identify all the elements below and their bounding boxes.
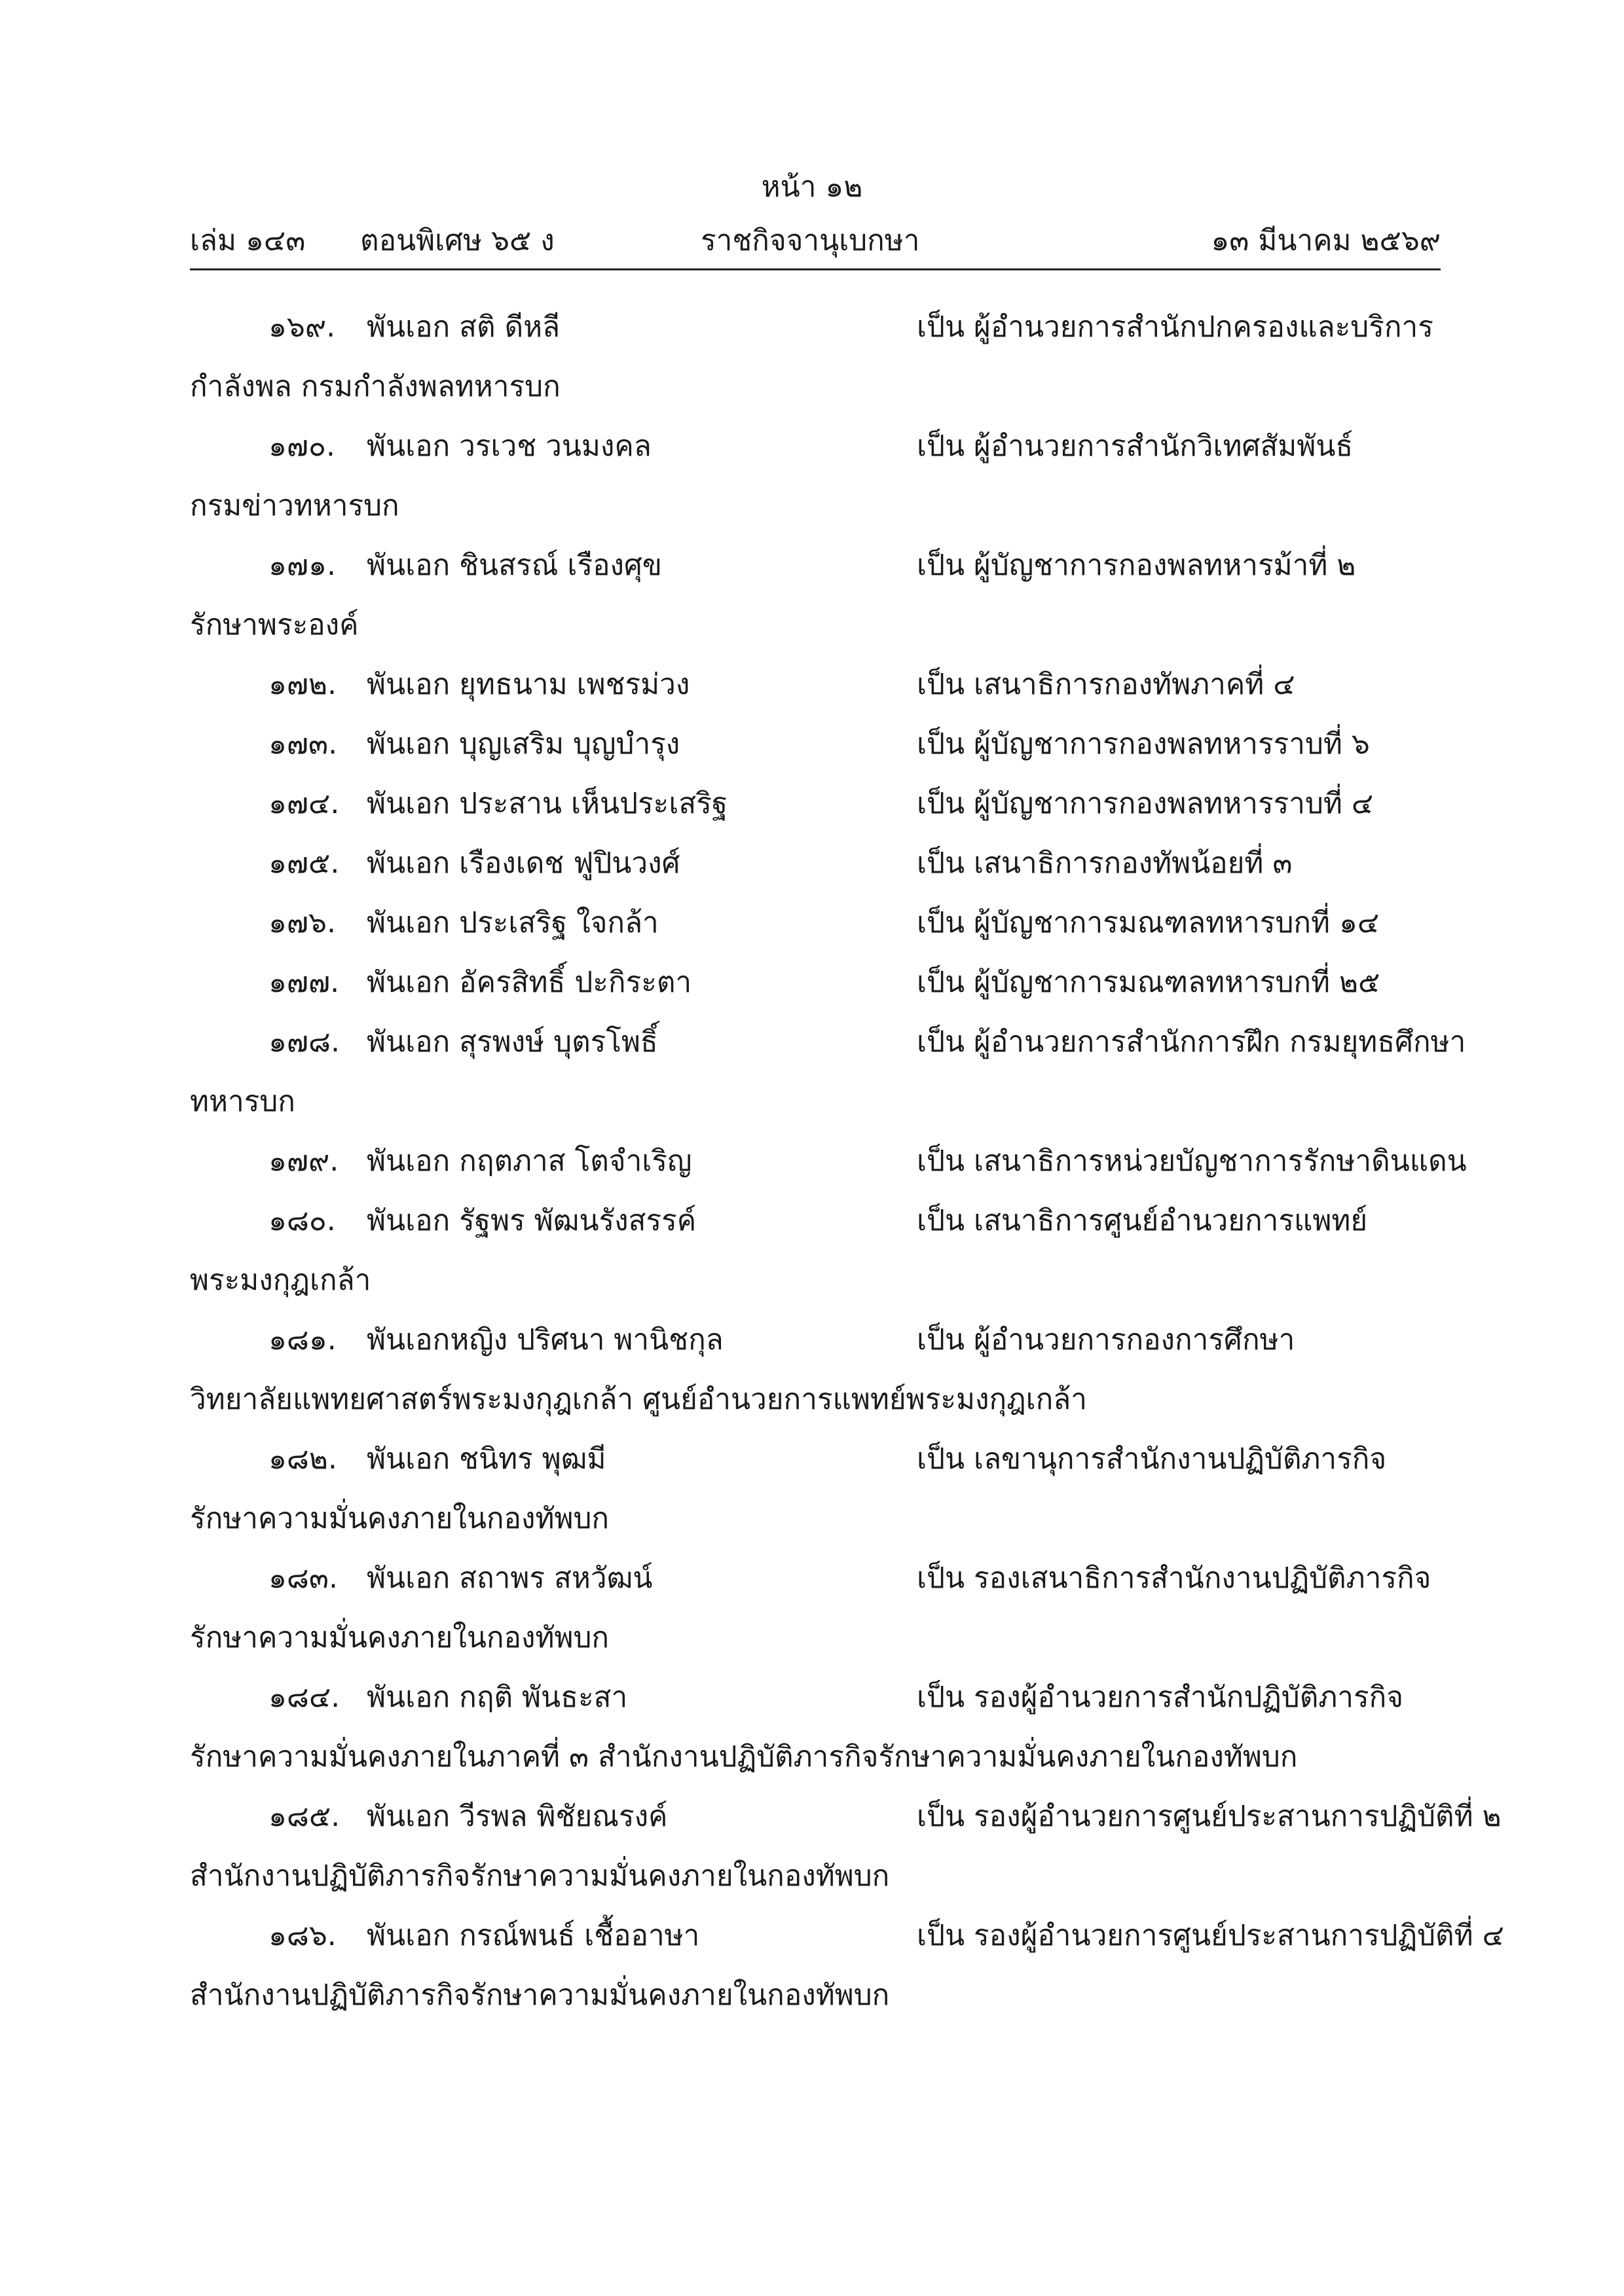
entry-number: ๑๗๕.	[268, 847, 340, 880]
entry-position: เป็น ผู้อำนวยการสำนักการฝึก กรมยุทธศึกษา	[917, 1025, 1466, 1059]
entry-continuation: สำนักงานปฏิบัติภารกิจรักษาความมั่นคงภายในกองทัพบก	[190, 1978, 890, 2012]
entry-number: ๑๗๖.	[268, 906, 336, 939]
header-issue: ตอนพิเศษ ๖๕ ง	[360, 224, 555, 257]
entry-name: พันเอก บุญเสริม บุญบำรุง	[367, 727, 680, 761]
entry-continuation: สำนักงานปฏิบัติภารกิจรักษาความมั่นคงภายในกองทัพบก	[190, 1859, 890, 1893]
header-date: ๑๓ มีนาคม ๒๕๖๙	[1211, 224, 1441, 257]
entry-number: ๑๘๒.	[268, 1442, 337, 1476]
entry-number: ๑๗๒.	[268, 668, 337, 701]
entry-position: เป็น ผู้อำนวยการสำนักปกครองและบริการ	[917, 310, 1433, 344]
entry-name: พันเอก เรืองเดช ฟูปินวงศ์	[367, 847, 680, 880]
entry-position: เป็น เลขานุการสำนักงานปฏิบัติภารกิจ	[917, 1442, 1387, 1476]
entry-number: ๑๗๘.	[268, 1025, 340, 1059]
entry-number: ๑๘๕.	[268, 1800, 341, 1833]
header-rule	[190, 268, 1441, 270]
entry-name: พันเอก วีรพล พิชัยณรงค์	[367, 1800, 668, 1833]
entry-position: เป็น ผู้อำนวยการกองการศึกษา	[917, 1323, 1295, 1357]
entry-continuation: รักษาพระองค์	[190, 608, 359, 642]
entry-continuation: วิทยาลัยแพทยศาสตร์พระมงกุฎเกล้า ศูนย์อำนวยการแพทย์พระมงกุฎเกล้า	[190, 1383, 1087, 1416]
entry-continuation: รักษาความมั่นคงภายในกองทัพบก	[190, 1621, 610, 1654]
entry-name: พันเอก ยุทธนาม เพชรม่วง	[367, 668, 690, 701]
entry-position: เป็น ผู้บัญชาการมณฑลทหารบกที่ ๒๕	[917, 966, 1380, 999]
entry-position: เป็น เสนาธิการศูนย์อำนวยการแพทย์	[917, 1204, 1368, 1237]
entry-continuation: พระมงกุฎเกล้า	[190, 1264, 371, 1297]
entry-number: ๑๗๙.	[268, 1144, 339, 1178]
entry-name: พันเอก ประสาน เห็นประเสริฐ	[367, 787, 728, 820]
entry-name: พันเอก สติ ดีหลี	[367, 310, 561, 344]
entry-name: พันเอกหญิง ปริศนา พานิชกุล	[367, 1323, 724, 1357]
entry-position: เป็น รองผู้อำนวยการศูนย์ประสานการปฏิบัติที่ ๔	[917, 1919, 1504, 1952]
entry-position: เป็น รองผู้อำนวยการสำนักปฏิบัติภารกิจ	[917, 1681, 1404, 1714]
entry-continuation: กรมข่าวทหารบก	[190, 489, 399, 522]
entry-number: ๑๗๔.	[268, 787, 340, 820]
entry-position: เป็น ผู้อำนวยการสำนักวิเทศสัมพันธ์	[917, 429, 1354, 463]
header-volume: เล่ม ๑๔๓	[190, 224, 306, 257]
entry-number: ๑๘๖.	[268, 1919, 337, 1952]
entry-name: พันเอก รัฐพร พัฒนรังสรรค์	[367, 1204, 697, 1237]
entry-name: พันเอก ชินสรณ์ เรืองศุข	[367, 549, 662, 582]
entry-number: ๑๘๓.	[268, 1561, 338, 1595]
entry-position: เป็น ผู้บัญชาการกองพลทหารม้าที่ ๒	[917, 549, 1356, 582]
entry-position: เป็น เสนาธิการกองทัพภาคที่ ๔	[917, 668, 1295, 701]
entry-number: ๑๘๑.	[268, 1323, 337, 1357]
entry-name: พันเอก อัครสิทธิ์ ปะกิระตา	[367, 966, 692, 999]
entry-name: พันเอก วรเวช วนมงคล	[367, 429, 652, 463]
entry-position: เป็น ผู้บัญชาการมณฑลทหารบกที่ ๑๔	[917, 906, 1380, 939]
entry-position: เป็น รองผู้อำนวยการศูนย์ประสานการปฏิบัติที่ ๒	[917, 1800, 1502, 1833]
entry-position: เป็น ผู้บัญชาการกองพลทหารราบที่ ๖	[917, 727, 1370, 761]
entry-name: พันเอก กรณ์พนธ์ เชื้ออาษา	[367, 1919, 700, 1952]
entry-number: ๑๘๐.	[268, 1204, 336, 1237]
entry-continuation: รักษาความมั่นคงภายในกองทัพบก	[190, 1502, 610, 1535]
entry-number: ๑๘๔.	[268, 1681, 341, 1714]
entry-name: พันเอก สถาพร สหวัฒน์	[367, 1561, 653, 1595]
page-number: หน้า ๑๒	[761, 170, 863, 204]
entry-continuation: รักษาความมั่นคงภายในภาคที่ ๓ สำนักงานปฏิบัติภารกิจรักษาความมั่นคงภายในกองทัพบก	[190, 1740, 1298, 1774]
entry-number: ๑๗๗.	[268, 966, 340, 999]
entry-name: พันเอก กฤตภาส โตจำเริญ	[367, 1144, 692, 1178]
entry-continuation: ทหารบก	[190, 1085, 295, 1118]
entry-continuation: กำลังพล กรมกำลังพลทหารบก	[190, 370, 561, 403]
entry-name: พันเอก กฤติ พันธะสา	[367, 1681, 628, 1714]
entry-number: ๑๗๓.	[268, 727, 338, 761]
header-publication: ราชกิจจานุเบกษา	[701, 224, 920, 257]
entry-position: เป็น เสนาธิการหน่วยบัญชาการรักษาดินแดน	[917, 1144, 1467, 1178]
entry-name: พันเอก ประเสริฐ ใจกล้า	[367, 906, 659, 939]
entry-name: พันเอก สุรพงษ์ บุตรโพธิ์	[367, 1025, 658, 1059]
entry-number: ๑๗๑.	[268, 549, 336, 582]
entry-position: เป็น ผู้บัญชาการกองพลทหารราบที่ ๔	[917, 787, 1374, 820]
entry-number: ๑๖๙.	[268, 310, 336, 344]
entry-name: พันเอก ชนิทร พุฒมี	[367, 1442, 606, 1476]
entry-number: ๑๗๐.	[268, 429, 335, 463]
entry-position: เป็น รองเสนาธิการสำนักงานปฏิบัติภารกิจ	[917, 1561, 1431, 1595]
entry-position: เป็น เสนาธิการกองทัพน้อยที่ ๓	[917, 847, 1293, 880]
